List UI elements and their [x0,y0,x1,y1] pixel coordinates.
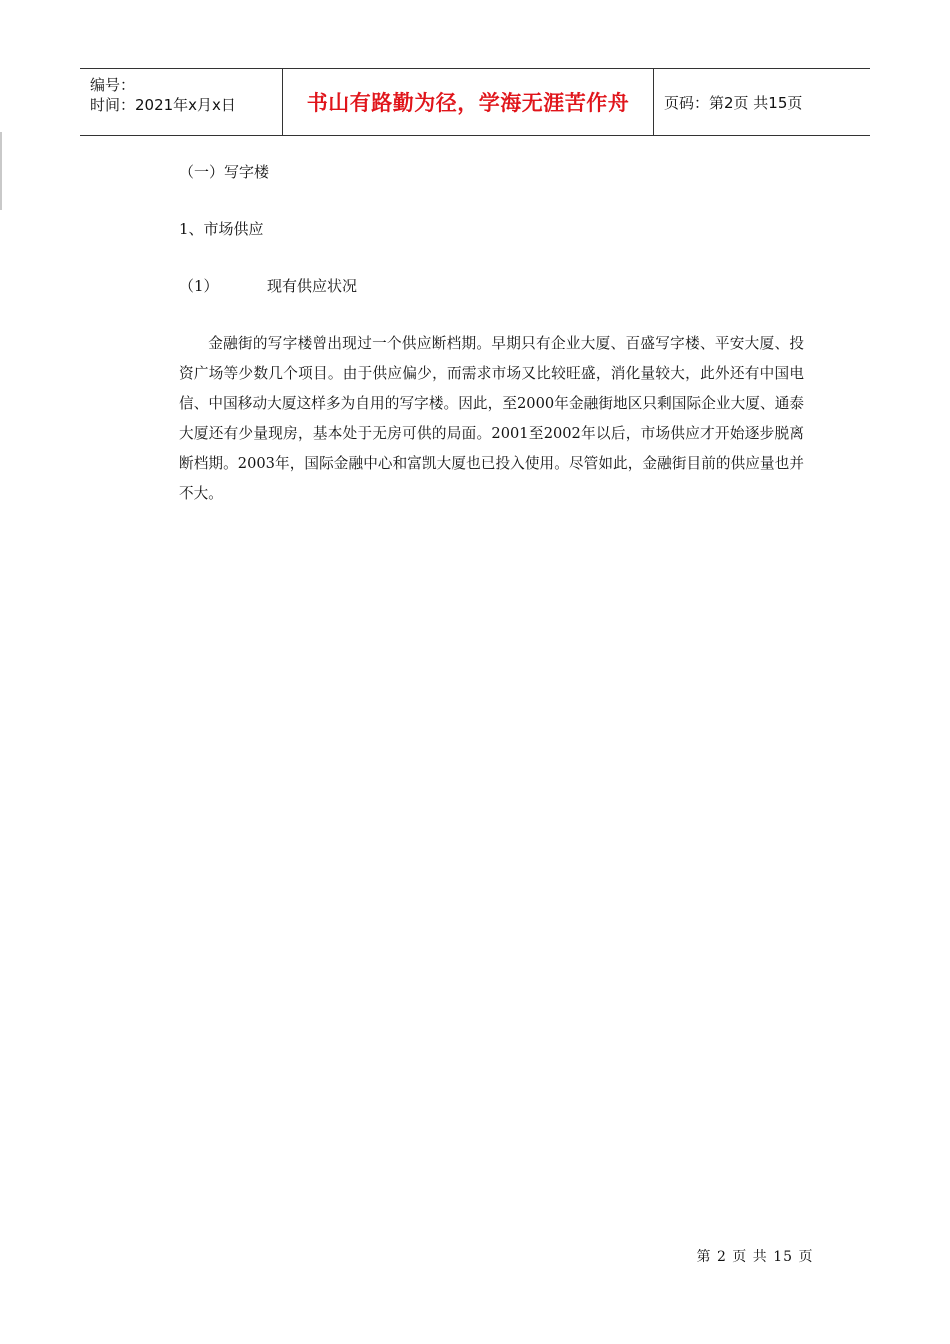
page-edge-mark [0,132,2,210]
item-heading [179,274,804,298]
document-header [80,68,870,136]
body-paragraph [179,329,804,509]
footer-page-number: 第 2 页 共 15 页 [696,1249,814,1265]
page-footer [0,1246,950,1266]
header-motto-cell [282,69,654,135]
document-body [179,160,804,509]
document-time-label: 时间：2021年x月x日 [90,96,236,114]
document-number-label: 编号： [90,76,136,94]
section-heading: （一）写字楼 [179,163,270,181]
header-meta-cell [80,69,282,135]
header-page-cell [654,69,870,135]
paragraph-text: 金融街的写字楼曾出现过一个供应断档期。早期只有企业大厦、百盛写字楼、平安大厦、投资广场等少数几个项目。由于供应偏少，而需求市场又比较旺盛，消化量较大，此外还有中国电信、中国移动大厦这样多为自用的写字楼。因此，至2000年金融街地区只剩国际企业大厦、通泰大厦还有少量现房，基本处于无房可供的局面。2001至2002年以后，市场供应才开始逐步脱离断档期。2003年，国际金融中心和富凯大厦也已投入使用。尽管如此，金融街目前的供应量也并不大。 [179,335,804,502]
header-motto: 书山有路勤为径，学海无涯苦作舟 [306,91,630,115]
item-title: 现有供应状况 [267,277,358,295]
subsection-heading: 1、市场供应 [179,220,264,238]
item-number: （1） [179,277,219,295]
header-page-label: 页码：第2页 共15页 [664,93,803,112]
